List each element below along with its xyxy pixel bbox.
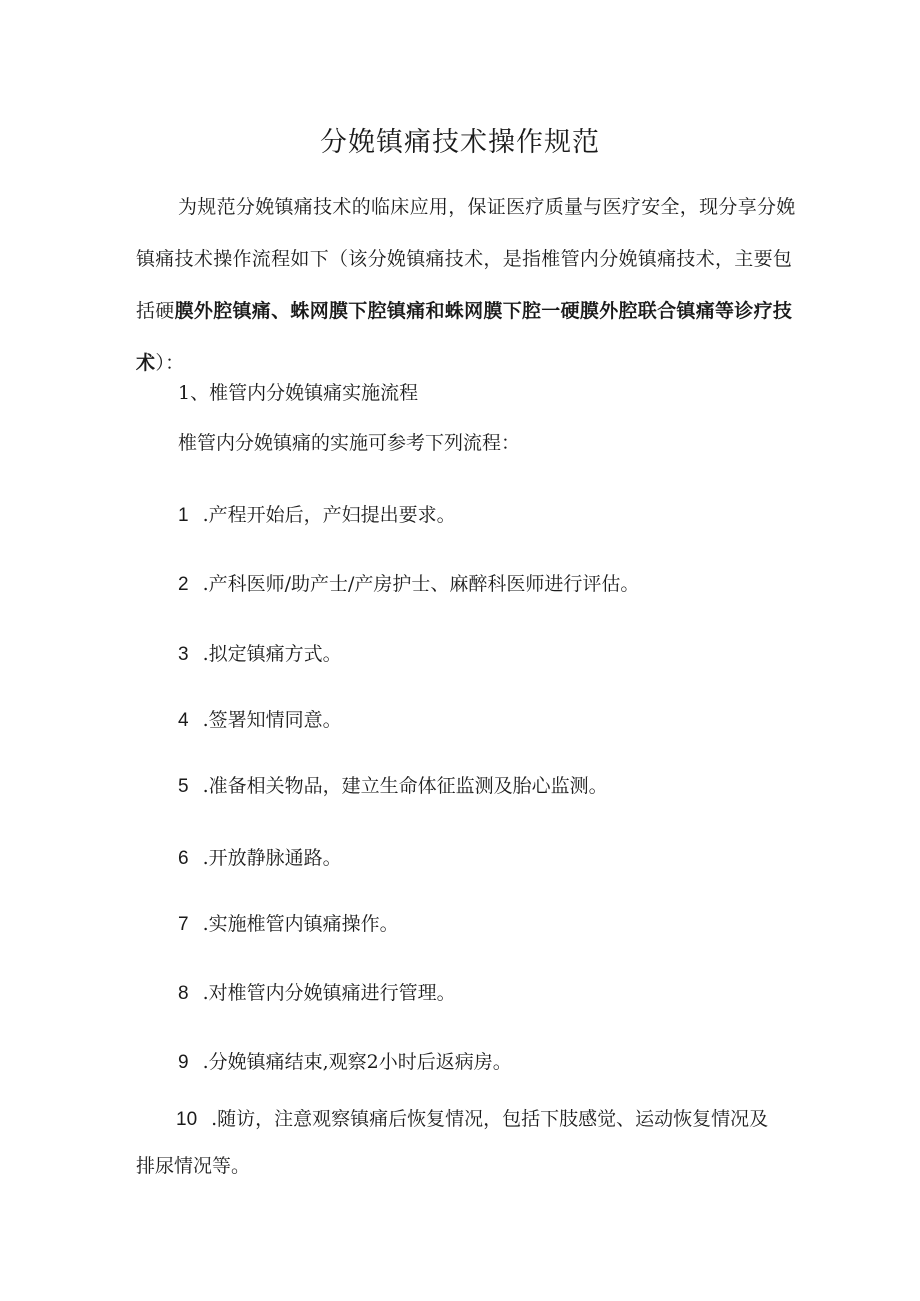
step-number: 10 [176, 1109, 198, 1130]
intro-paragraph [136, 181, 796, 389]
step-text: .准备相关物品，建立生命体征监测及胎心监测。 [202, 775, 608, 797]
step-number: 1 [178, 505, 189, 526]
step-item [178, 1047, 512, 1074]
final-step-paragraph [136, 1096, 776, 1190]
section-lead: 椎管内分娩镇痛的实施可参考下列流程： [178, 432, 521, 454]
step-text: .产程开始后，产妇提出要求。 [202, 504, 456, 526]
step-number: 5 [178, 776, 189, 797]
intro-text-end: ）： [155, 352, 185, 374]
step-item [178, 500, 456, 527]
step-number: 7 [178, 914, 189, 935]
step-text: .开放静脉通路。 [202, 847, 342, 869]
page-title: 分娩镇痛技术操作规范 [320, 127, 600, 158]
step-text: .拟定镇痛方式。 [202, 643, 342, 665]
step-item [178, 771, 608, 798]
step-item [178, 978, 456, 1005]
step-number: 2 [178, 574, 189, 595]
step-item [178, 705, 342, 732]
step-number: 9 [178, 1052, 189, 1073]
step-item [178, 639, 342, 666]
step-item [178, 843, 342, 870]
step-number: 4 [178, 710, 189, 731]
step-text: .分娩镇痛结束,观察2小时后返病房。 [202, 1051, 512, 1073]
step-number: 8 [178, 983, 189, 1004]
step-text: .签署知情同意。 [202, 709, 342, 731]
step-number: 6 [178, 848, 189, 869]
intro-bold-text: 膜外腔镇痛、蛛网膜下腔镇痛和蛛网膜下腔一硬膜外腔联合镇痛等诊疗技术 [136, 300, 793, 374]
step-text: .实施椎管内镇痛操作。 [202, 913, 399, 935]
step-text: .随访，注意观察镇痛后恢复情况，包括下肢感觉、运动恢复情况及排尿情况等。 [136, 1108, 769, 1177]
step-text: .对椎管内分娩镇痛进行管理。 [202, 982, 456, 1004]
step-item [178, 909, 399, 936]
step-number: 3 [178, 644, 189, 665]
section-heading: 1、椎管内分娩镇痛实施流程 [178, 382, 419, 404]
intro-text: 为规范分娩镇痛技术的临床应用，保证医疗质量与医疗安全，现分享分娩镇痛技术操作流程如下（该分娩镇痛技术，是指椎管内分娩镇痛技术，主要包括硬 [136, 196, 796, 322]
step-text: .产科医师/助产士/产房护士、麻醉科医师进行评估。 [202, 573, 640, 595]
step-item [178, 569, 639, 596]
